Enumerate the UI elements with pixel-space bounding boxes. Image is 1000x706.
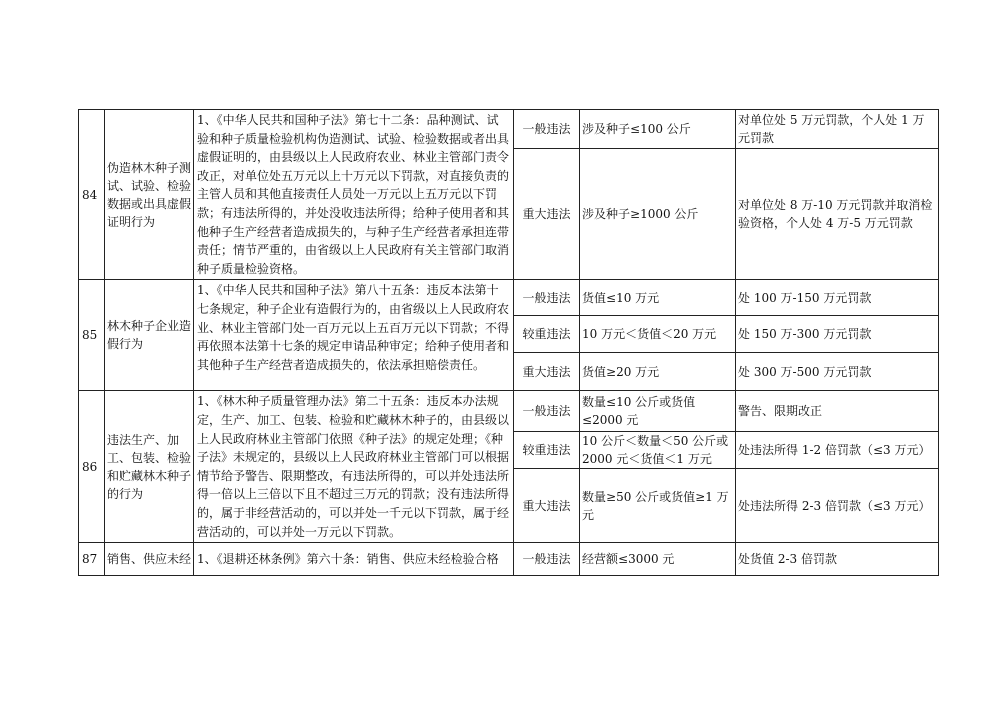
circumstance-cell: 货值≥20 万元 [580,353,736,391]
table-row [79,543,939,576]
circumstance-cell: 经营额≤3000 元 [580,543,736,576]
legal-basis-cell: 1、《林木种子质量管理办法》第二十五条：违反本办法规定，生产、加工、包装、检验和贮藏林木种子的，由县级以上人民政府林业主管部门依照《种子法》的规定处理；《种子法》未规定的，县级以上人民政府林业主管部门可以根据情节给予警告、限期整改，有违法所得的，可以并处违法所得一倍以上三倍以下且不超过三万元的罚款；没有违法所得的，属于非经营活动的，可以并处一千元以下罚款，属于经营活动的，可以并处一万元以下罚款。 [194,391,514,543]
circumstance-cell: 数量≥50 公斤或货值≥1 万元 [580,469,736,543]
legal-basis-cell: 1、《退耕还林条例》第六十条：销售、供应未经检验合格 [194,543,514,576]
penalty-cell: 处违法所得 1-2 倍罚款（≤3 万元） [736,431,939,468]
severity-category: 重大违法 [514,148,580,280]
penalty-cell: 处 300 万-500 万元罚款 [736,353,939,391]
row-number: 85 [79,280,105,391]
penalty-cell: 警告、限期改正 [736,391,939,431]
legal-basis-cell: 1、《中华人民共和国种子法》第八十五条：违反本法第十七条规定，种子企业有造假行为的，由省级以上人民政府农业、林业主管部门处一百万元以上五百万元以下罚款；不得再依照本法第十七条的规定申请品种审定；给种子使用者和其他种子生产经营者造成损失的，依法承担赔偿责任。 [194,280,514,391]
violation-cell: 伪造林木种子测试、试验、检验数据或出具虚假证明行为 [105,110,194,280]
violation-cell: 销售、供应未经 [105,543,194,576]
severity-category: 一般违法 [514,391,580,431]
penalty-cell: 处违法所得 2-3 倍罚款（≤3 万元） [736,469,939,543]
penalty-cell: 处货值 2-3 倍罚款 [736,543,939,576]
table-row [79,110,939,149]
row-number: 87 [79,543,105,576]
severity-category: 重大违法 [514,353,580,391]
severity-category: 一般违法 [514,110,580,149]
severity-category: 一般违法 [514,543,580,576]
table-row [79,391,939,431]
circumstance-cell: 涉及种子≤100 公斤 [580,110,736,149]
row-number: 86 [79,391,105,543]
severity-category: 较重违法 [514,431,580,468]
circumstance-cell: 10 公斤＜数量＜50 公斤或2000 元＜货值＜1 万元 [580,431,736,468]
penalty-cell: 对单位处 8 万-10 万元罚款并取消检验资格，个人处 4 万-5 万元罚款 [736,148,939,280]
penalty-cell: 处 150 万-300 万元罚款 [736,316,939,353]
circumstance-cell: 涉及种子≥1000 公斤 [580,148,736,280]
circumstance-cell: 数量≤10 公斤或货值≤2000 元 [580,391,736,431]
severity-category: 较重违法 [514,316,580,353]
table-row [79,280,939,316]
severity-category: 一般违法 [514,280,580,316]
violation-cell: 林木种子企业造假行为 [105,280,194,391]
penalty-cell: 处 100 万-150 万元罚款 [736,280,939,316]
violation-cell: 违法生产、加工、包装、检验和贮藏林木种子的行为 [105,391,194,543]
legal-basis-cell: 1、《中华人民共和国种子法》第七十二条：品种测试、试验和种子质量检验机构伪造测试、试验、检验数据或者出具虚假证明的，由县级以上人民政府农业、林业主管部门责令改正，对单位处五万元以上十万元以下罚款，对直接负责的主管人员和其他直接责任人员处一万元以上五万元以下罚款；有违法所得的，并处没收违法所得；给种子使用者和其他种子生产经营者造成损失的，与种子生产经营者承担连带责任；情节严重的，由省级以上人民政府有关主管部门取消种子质量检验资格。 [194,110,514,280]
severity-category: 重大违法 [514,469,580,543]
penalty-cell: 对单位处 5 万元罚款，个人处 1 万元罚款 [736,110,939,149]
row-number: 84 [79,110,105,280]
penalty-discretion-table [78,109,939,576]
circumstance-cell: 10 万元＜货值＜20 万元 [580,316,736,353]
circumstance-cell: 货值≤10 万元 [580,280,736,316]
